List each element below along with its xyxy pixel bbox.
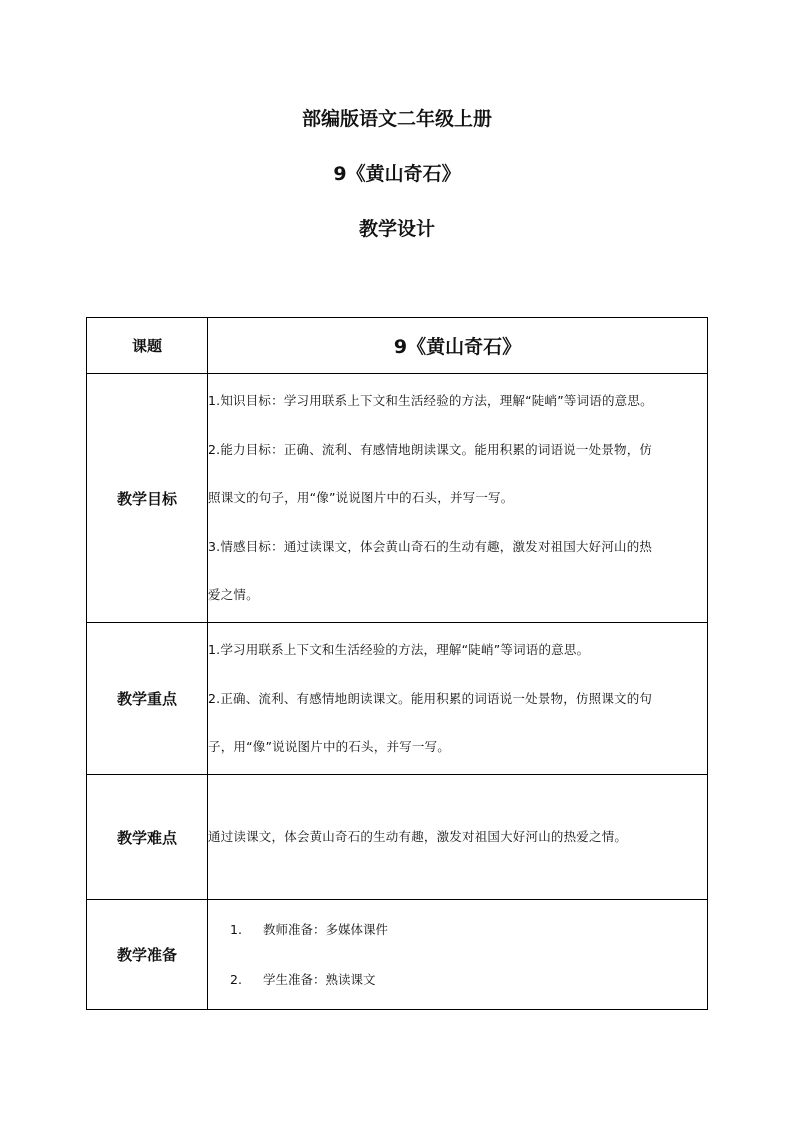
key-points-row bbox=[87, 623, 708, 775]
document-subtitle: 教学设计 bbox=[358, 218, 435, 240]
goal-line: 照课文的句子，用“像”说说图片中的石头，并写一写。 bbox=[208, 490, 514, 505]
key-points-content bbox=[208, 623, 708, 775]
difficult-points-label: 教学难点 bbox=[87, 775, 208, 900]
goal-line: 1.知识目标：学习用联系上下文和生活经验的方法，理解“陡峭”等词语的意思。 bbox=[208, 393, 653, 408]
key-point-line: 1.学习用联系上下文和生活经验的方法，理解“陡峭”等词语的意思。 bbox=[208, 642, 590, 657]
difficult-points-content bbox=[208, 775, 708, 900]
list-item bbox=[208, 972, 707, 988]
subject-label: 课题 bbox=[87, 318, 208, 374]
preparation-content bbox=[208, 900, 708, 1010]
goal-line: 2.能力目标：正确、流利、有感情地朗读课文。能用积累的词语说一处景物，仿 bbox=[208, 442, 653, 457]
list-item bbox=[208, 922, 707, 938]
goals-content bbox=[208, 374, 708, 623]
preparation-label: 教学准备 bbox=[87, 900, 208, 1010]
key-point-line: 2.正确、流利、有感情地朗读课文。能用积累的词语说一处景物，仿照课文的句 bbox=[208, 691, 653, 706]
goals-label: 教学目标 bbox=[87, 374, 208, 623]
list-number: 1. bbox=[230, 921, 242, 937]
difficult-point-text: 通过读课文，体会黄山奇石的生动有趣，激发对祖国大好河山的热爱之情。 bbox=[208, 829, 628, 844]
lesson-plan-table bbox=[86, 317, 708, 1010]
lesson-title: 9《黄山奇石》 bbox=[333, 163, 461, 185]
goals-row bbox=[87, 374, 708, 623]
list-text: 教师准备：多媒体课件 bbox=[263, 921, 389, 937]
document-title: 部编版语文二年级上册 bbox=[301, 108, 492, 130]
difficult-points-row bbox=[87, 775, 708, 900]
key-point-line: 子，用“像”说说图片中的石头，并写一写。 bbox=[208, 739, 450, 754]
goal-line: 3.情感目标：通过读课文，体会黄山奇石的生动有趣，激发对祖国大好河山的热 bbox=[208, 539, 653, 554]
subject-value: 9《黄山奇石》 bbox=[208, 318, 708, 374]
list-text: 学生准备：熟读课文 bbox=[263, 971, 376, 987]
key-points-label: 教学重点 bbox=[87, 623, 208, 775]
subject-row bbox=[87, 318, 708, 374]
goal-line: 爱之情。 bbox=[208, 587, 259, 602]
list-number: 2. bbox=[230, 971, 242, 987]
preparation-row bbox=[87, 900, 708, 1010]
